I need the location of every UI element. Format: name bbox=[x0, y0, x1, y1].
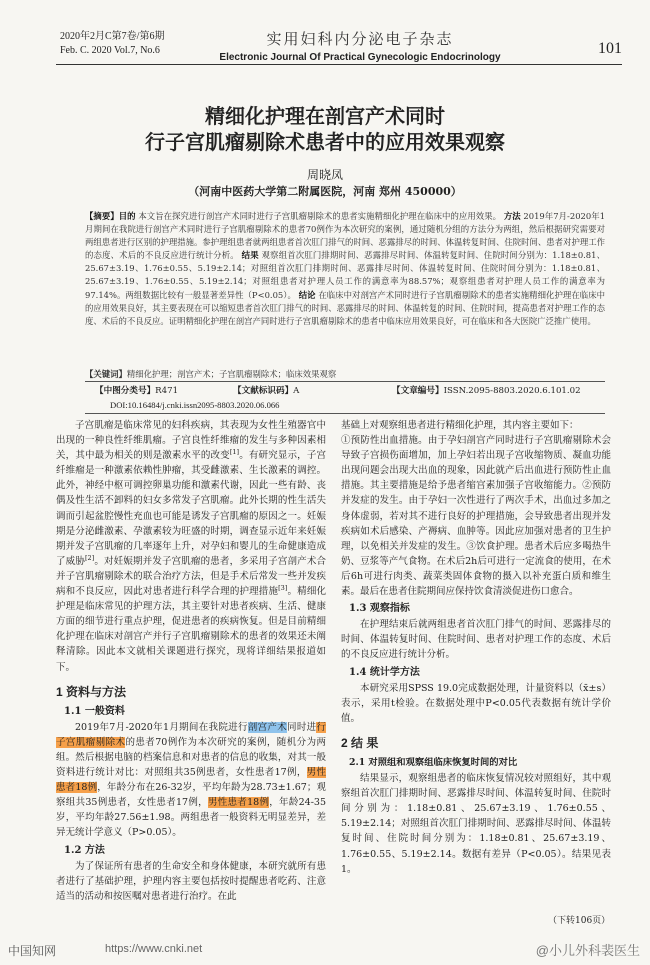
keywords-text: 精细化护理；剖宫产术；子宫肌瘤剔除术；临床效果观察 bbox=[126, 369, 337, 379]
journal-name bbox=[210, 28, 510, 63]
continued-note: （下转106页） bbox=[548, 916, 611, 926]
issue-info bbox=[60, 30, 164, 58]
article-title-line1: 精细化护理在剖宫产术同时 bbox=[205, 104, 445, 128]
method-text: 2019年7月-2020年1月期间在我院进行剖宫产术同时进行子宫肌瘤剔除术的患者70例作为本次研究的案例，通过随机分组的方法分为两组，然后根据研究需要对两组患者进行区别的护理措施。参护理组患者就两组患者首次肛门排气的时间、恶露排尽的时间、体温转复时间、住院时间、患者对护理工作的态度、术后的不良反应进行统计分析。 bbox=[85, 211, 606, 261]
affiliation: （河南中医药大学第二附属医院，河南 郑州 450000） bbox=[188, 185, 462, 198]
result-label: 结果 bbox=[241, 250, 259, 261]
subsection-heading-general: 1.1 一般资料 bbox=[64, 705, 125, 717]
highlighted-text: 男性患者18例 bbox=[56, 767, 326, 794]
text-run: 的患者70例作为本次研究的案例，随机分为两组。然后根据电脑的档案信息和对患者的信息的收集，对其一般资料进行统计对比：对照组共35例患者，女性患者17例， bbox=[56, 736, 326, 779]
abstract bbox=[85, 210, 605, 328]
objective-label: 目的 bbox=[118, 211, 136, 221]
keywords-label: 【关键词】 bbox=[85, 369, 127, 379]
subsection-heading-observation: 1.3 观察指标 bbox=[349, 603, 410, 615]
right-column bbox=[341, 418, 611, 877]
intro-sentence: 有研究显示，子宫纤维瘤是一种激素依赖性肿瘤，其受雌激素、生长激素的调控。此外，神经中枢可调控卵巢功能和激素代谢，因此一些有龄、丧偶及性生活不卸料的妇女多常发子宫肌瘤。此外长期的性生活失调而引起盆腔慢性充血也可能是诱发子宫肌瘤的原因之一。妊娠期是分泌雌激素、孕激素较为旺盛的时期，调查显示近年来妊娠期并发子宫肌瘤的几率逐年上升，对孕妇和婴儿的生命健康造成了威胁 bbox=[56, 450, 326, 567]
highlighted-text: 行子宫肌瘤剔除术 bbox=[56, 721, 326, 748]
statistics-paragraph: 本研究采用SPSS 19.0完成数据处理，计量资料以（x̄±s）表示，采用t检验。在数据处理中P<0.05代表数据有统计学价值。 bbox=[341, 682, 611, 724]
subsection-heading-statistics: 1.4 统计学方法 bbox=[349, 666, 420, 678]
subsection-heading-recovery: 2.1 对照组和观察组临床恢复时间的对比 bbox=[349, 756, 518, 768]
clc-code bbox=[95, 384, 178, 396]
journal-name-en: Electronic Journal Of Practical Gynecologic Endocrinology bbox=[219, 52, 501, 63]
highlighted-text: 剖宫产术 bbox=[247, 721, 288, 733]
method-label: 方法 bbox=[503, 211, 521, 221]
intro-paragraph: 子宫肌瘤是临床常见的妇科疾病，其表现为女性生殖器官中出现的一种良性纤维肌瘤。子宫良性纤维瘤的发生与多种因素相关，其中最为相关的则是激素水平的改变[1]。有研究显示，子宫纤维瘤是一种激素依赖性肿瘤，其受雌激素、生长激素的调控。此外，神经中枢可调控卵巢功能和激素代谢，因此一些有龄、丧偶及性生活不卸料的妇女多常发子宫肌瘤。此外长期的性生活失调而引起盆腔慢性充血也可能是诱发子宫肌瘤的原因之一。妊娠期是分泌雌激素、孕激素较为旺盛的时期，调查显示近年来妊娠期并发子宫肌瘤的几率逐年上升，对孕妇和婴儿的生命健康造成了威胁[2]。对妊娠期并发子宫肌瘤的患者，多采用子宫剖产术合并子宫肌瘤剔除术的联合治疗方法，但是手术后常发一些并发疾病和不良反应，因此对患者进行科学合理的护理措施[3]。精细化护理是临床常见的护理方法，其主要针对患者疾病、生活、健康方面的细节进行重点护理，促进患者的疾病恢复。但是目前精细化护理在临床对剖宫产并行子宫肌瘤剔除术的患者的效果还未阐释清除。因此本文就相关课题进行探究，现将详细结果报道如下。 bbox=[56, 420, 326, 673]
highlighted-text: 男性患者18例 bbox=[207, 797, 270, 809]
intro-sentence: 子宫肌瘤是临床常见的妇科疾病，其表现为女性生殖器官中出现的一种良性纤维肌瘤。子宫良性纤维瘤的发生与多种因素相关，其中最为相关的则是激素水平的改变 bbox=[56, 420, 326, 462]
article-title-line2: 行子宫肌瘤剔除术患者中的应用效果观察 bbox=[145, 130, 505, 154]
page-number: 101 bbox=[598, 40, 622, 57]
doccode-value: A bbox=[293, 386, 300, 396]
author: 周晓凤 bbox=[306, 168, 343, 182]
doc-code bbox=[233, 384, 299, 396]
subsection-heading-method: 1.2 方法 bbox=[64, 844, 105, 856]
source-url[interactable]: https://www.cnki.net bbox=[105, 943, 203, 955]
intro-sentence: 对妊娠期并发子宫肌瘤的患者，多采用子宫剖产术合并子宫肌瘤剔除术的联合治疗方法，但是手术后常发一些并发疾病和不良反应，因此对患者进行科学合理的护理措施 bbox=[56, 555, 326, 598]
section-heading-methods: 1 资料与方法 bbox=[56, 684, 127, 699]
conclusion-label: 结论 bbox=[298, 289, 316, 300]
intro-sentence: 精细化护理是临床常见的护理方法，其主要针对患者疾病、生活、健康方面的细节进行重点护理，促进患者的疾病恢复。但是目前精细化护理在临床对剖宫产并行子宫肌瘤剔除术的患者的效果还未阐释清除。因此本文就相关课题进行探究，现将详细结果报道如下。 bbox=[56, 586, 326, 673]
method-continued: 基础上对观察组患者进行精细化护理，其内容主要如下： bbox=[341, 420, 579, 431]
cnki-logo-text: 中国知网 bbox=[8, 944, 57, 958]
clc-value: R471 bbox=[155, 386, 179, 396]
text-run: ，年龄分布在26-32岁，平均年龄为28.73±1.67；观察组共35例患者，女性患者17例， bbox=[56, 782, 326, 809]
method-paragraph: 为了保证所有患者的生命安全和身体健康，本研究就所有患者进行了基础护理，护理内容主要包括按时提醒患者吃药、注意适当的活动和按医嘱对患者进行治疗。在此 bbox=[56, 860, 326, 902]
text-run: ，年龄24-35岁，平均年龄27.56±1.98。两组患者一般资料无明显差异，差异无统计学意义（P>0.05）。 bbox=[56, 797, 326, 839]
clc-label: 【中图分类号】 bbox=[95, 386, 156, 396]
nursing-measures: ①预防性出血措施。由于孕妇剖宫产同时进行子宫肌瘤剔除术会导致子宫损伤面增加，加上孕妇若出现子宫收缩物质、凝血功能出现问题会出现大出血的现象，因此就产后出血进行预防性止血措施。其主要措施是给予患者缩宫素加强子宫收缩能力。②预防并发症的发生。由于孕妇一次性进行了两次手术，出血过多加之身体虚弱，若对其不进行良好的护理措施，会导致患者出现并发疾病如术后感染、产褥病、血肿等。因此应加强对患者的卫生护理，以免相关并发症的发生。③饮食护理。患者术后应多喝热牛奶、豆浆等产气食物。在术后2h后可进行一定流食的使用，在术后6h可进行肉类、蔬菜类固体食物的摄入以补充蛋白质和维生素。最后在患者住院期间应保持饮食清淡促进伤口愈合。 bbox=[341, 435, 611, 598]
citation: [3] bbox=[278, 583, 288, 592]
text-run: 同时进 bbox=[287, 721, 317, 733]
meta-divider-bottom bbox=[85, 413, 605, 414]
doi: DOI:10.16484/j.cnki.issn2095-8803.2020.06.066 bbox=[110, 400, 280, 410]
text-run: 2019年7月-2020年1月期间在我院进行 bbox=[75, 721, 248, 733]
general-paragraph bbox=[56, 720, 326, 841]
abstract-label: 【摘要】 bbox=[85, 211, 119, 221]
journal-name-cn: 实用妇科内分泌电子杂志 bbox=[266, 30, 454, 48]
citation: [2] bbox=[84, 553, 95, 562]
objective-text: 本文旨在探究进行剖宫产术同时进行子宫肌瘤剔除术的患者实施精细化护理在临床中的应用效果。 bbox=[138, 211, 502, 221]
header-divider bbox=[56, 64, 622, 65]
result-text: 观察组首次肛门排期时间、恶露排尽时间、体温转复时间、住院时间分别为：1.18±0.81、25.67±3.19、1.76±0.55、5.19±2.14；对照组首次肛门排期时间、恶露排尽时间、体温转复时间、住院时间分别为：1.18±0.81、25.67±3.19、1.76±0.55、5.19±2.14；对照组患者对护理人员工作的满意率为88.57%；观察组患者对护理人员工作的满意率为97.14%。两组数据比较有一般显著差异性（P<0.05）。 bbox=[85, 250, 606, 300]
keywords bbox=[85, 368, 605, 380]
article-number bbox=[392, 384, 581, 396]
watermark: @小儿外科裴医生 bbox=[535, 943, 640, 958]
doccode-label: 【文献标识码】 bbox=[233, 386, 294, 396]
meta-divider-top bbox=[85, 381, 605, 382]
citation: [1] bbox=[229, 448, 240, 457]
issue-en: Feb. C. 2020 Vol.7, No.6 bbox=[60, 45, 160, 56]
observation-paragraph: 在护理结束后就两组患者首次肛门排气的时间、恶露排尽的时间、体温转复时间、住院时间、患者对护理工作的态度、术后的不良反应进行统计分析。 bbox=[341, 619, 611, 661]
artno-label: 【文章编号】 bbox=[392, 386, 444, 396]
section-heading-results: 2 结 果 bbox=[341, 735, 379, 750]
conclusion-text: 在临床中对剖宫产术同时进行子宫肌瘤剔除术的患者实施精细化护理在临床中的应用效果良好，其主要表现在可以缩短患者首次肛门排气的时间、恶露排尽的时间、体温转复的时间、住院时间，提高患者对护理工作的态度、术后的不良反应。证明精细化护理在剖宫产同时进行子宫肌瘤剔除术的患者中临床应用效果良好，可在临床和各大医院广泛推广使用。 bbox=[85, 289, 606, 326]
issue-cn: 2020年2月C第7卷/第6期 bbox=[60, 31, 165, 42]
artno-value: ISSN.2095-8803.2020.6.101.02 bbox=[443, 386, 581, 396]
results-paragraph: 结果显示，观察组患者的临床恢复情况较对照组好，其中观察组首次肛门排期时间、恶露排尽时间、体温转复时间、住院时间分别为：1.18±0.81、25.67±3.19、1.76±0.55、5.19±2.14；对照组首次肛门排期时间、恶露排尽时间、体温转复时间、住院时间分别为：1.18±0.81、25.67±3.19、1.76±0.55、5.19±2.14。数据有差异（P<0.05）。结果见表1。 bbox=[341, 773, 611, 875]
left-column bbox=[56, 418, 326, 904]
